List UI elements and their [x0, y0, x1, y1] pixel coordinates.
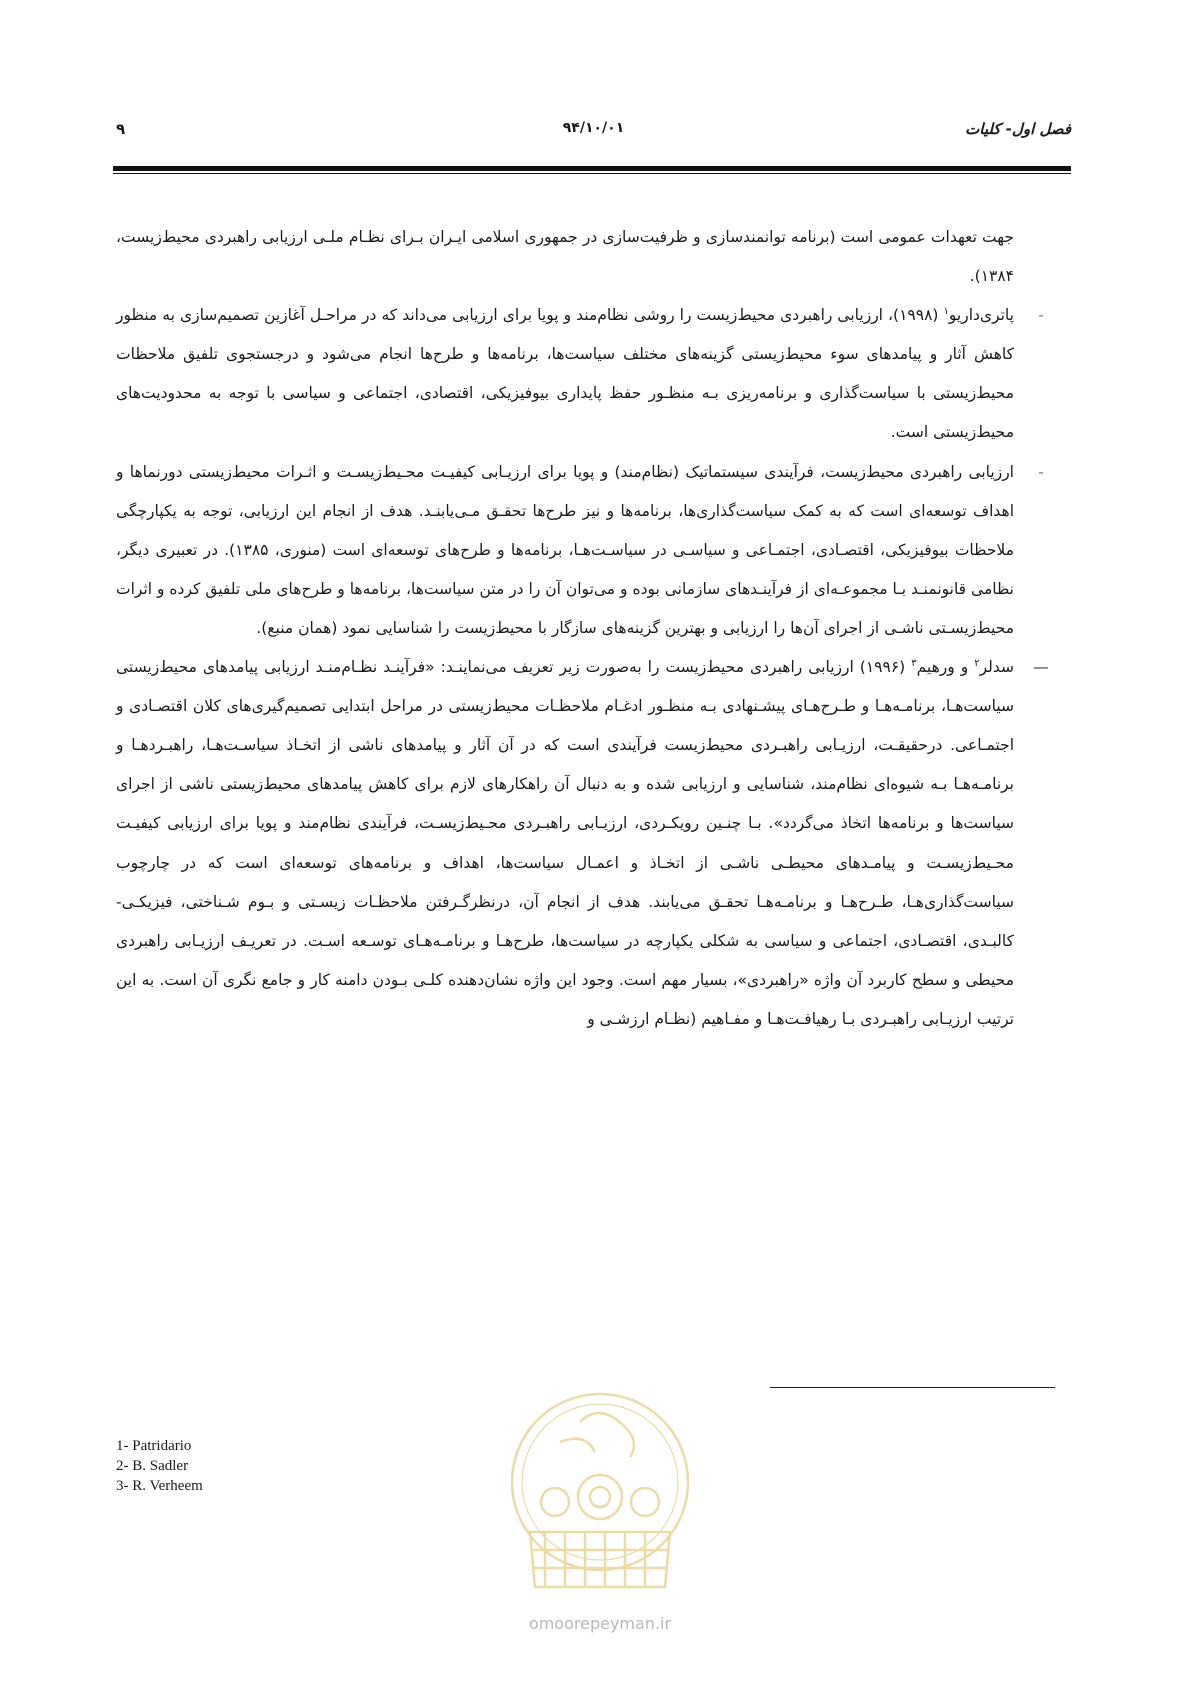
chapter-title: فصل اول- کلیات	[965, 120, 1071, 138]
list-item	[116, 296, 1056, 452]
footnote-ref: ۱	[943, 306, 949, 318]
intro-paragraph: جهت تعهدات عمومی است (برنامه توانمندسازی و ظرفیت‌سازی در جمهوری اسلامی ایـران بـرای نظـام ملـی ارزیابی راهبردی محیط‌زیست، ۱۳۸۴).	[116, 228, 1014, 286]
page-number: ۹	[116, 120, 126, 138]
watermark-logo	[500, 1382, 700, 1633]
header-date: ۹۴/۱۰/۰۱	[562, 120, 625, 136]
bullet-dash: -	[1038, 462, 1044, 481]
item-lead: پاتری‌داریو	[948, 306, 1014, 325]
footnote-3: 3- R. Verheem	[116, 1478, 203, 1494]
bullet-dash: —	[1033, 658, 1049, 677]
watermark-seal-icon	[500, 1382, 700, 1612]
item-text: (۱۹۹۶) ارزیابی راهبردی محیط‌زیست را به‌صورت زیر تعریف می‌نماینـد: «فرآینـد نظـام‌منـد ارزیابی پیامدهای محیط‌زیستی سیاست‌هـا، برنامـه‌هـا و طـرح‌هـای پیشـنهادی بـه منظـور ادغـام ملاحظـات محیط‌زیستی در مراحل ابتدایی تصمیم‌گیری‌های کلان اقتصـادی و اجتمـاعی. درحقیقـت، ارزیـابی راهبـردی محیط‌زیست فرآیندی است که در آن آثار و پیامدهای ناشی از اتخـاذ سیاسـت‌هـا، راهبـردهـا و برنامـه‌هـا بـه شیوه‌ای نظام‌مند، شناسایی و ارزیابی شده و به دنبال آن راهکارهای لازم برای کاهش پیامدهای محیط‌زیستی ناشی از اجرای سیاست‌ها و برنامه‌ها اتخاذ می‌گردد». بـا چنـین رویکـردی، ارزیـابی راهبـردی محـیط‌زیسـت، فرآیندی نظام‌مند و پویا برای ارزیابی کیفیـت محـیط‌زیسـت و پیامـدهای محیطـی ناشـی از اتخـاذ و اعمـال سیاست‌ها، اهداف و برنامه‌های توسعه‌ای است که در چارچوب سیاست‌گذاری‌هـا، طـرح‌هـا و برنامـه‌هـا تحقـق می‌یابند. هدف از انجام آن، درنظرگـرفتن ملاحظـات زیسـتی و بـوم شـناختی، فیزیکـی-کالبـدی، اقتصـادی، اجتماعی و سیاسی به شکلی یکپارچه در سیاست‌ها، طرح‌هـا و برنامـه‌هـای توسـعه اسـت. در تعریـف ارزیـابی راهبردی محیطی و سطح کاربرد آن واژه «راهبردی»، بسیار مهم است. وجود این واژه نشان‌دهنده کلـی بـودن دامنه کار و جامع نگری آن است. به این ترتیب ارزیـابی راهبـردی بـا رهیافـت‌هـا و مفـاهیم (نظـام ارزشـی و	[116, 658, 1014, 1028]
footnote-ref: ۳	[911, 657, 917, 669]
bullet-dash: -	[1038, 306, 1044, 325]
list-item	[116, 453, 1056, 648]
item-mid: و ورهیم	[916, 658, 975, 677]
list-item	[116, 648, 1056, 1039]
footnote-1: 1- Patridario	[116, 1438, 192, 1454]
footnote-ref: ۲	[974, 657, 980, 669]
item-lead: سدلر	[979, 658, 1015, 677]
body-text	[116, 218, 1056, 1039]
footnote-rule	[770, 1387, 1055, 1388]
footnote-2: 2- B. Sadler	[116, 1458, 189, 1474]
footnotes	[116, 1436, 416, 1496]
page-header	[116, 120, 1071, 146]
item-text: ارزیابی راهبردی محیط‌زیست، فرآیندی سیستماتیک (نظام‌مند) و پویا برای ارزیـابی کیفیـت محـیط‌زیسـت و اثـرات محیط‌زیستی دورنماها و اهداف توسعه‌ای است که به کمک سیاست‌گذاری‌ها، برنامه‌ها و نیز طرح‌ها تحقـق مـی‌یابنـد. هدف از انجام این ارزیابی، توجه به یکپارچگی ملاحظات بیوفیزیکی، اقتصـادی، اجتمـاعی و سیاسـی در سیاسـت‌هـا، برنامه‌ها و طرح‌های توسعه‌ای است (منوری، ۱۳۸۵). در تعبیری دیگر، نظامی قانونمنـد بـا مجموعـه‌ای از فرآینـدهای سازمانی بوده و می‌توان آن را در متن سیاست‌ها، برنامه‌ها و طرح‌های ملی تلفیق کرده و اثرات محیط‌زیسـتی ناشـی از اجرای آن‌ها را ارزیابی و بهترین گزینه‌های سازگار با محیط‌زیست را شناسایی نمود (همان منبع).	[116, 462, 1014, 637]
watermark-url: omoorepeyman.ir	[528, 1614, 672, 1633]
header-rule-thin	[113, 173, 1071, 174]
header-rule-thick	[113, 166, 1071, 171]
item-text: (۱۹۹۸)، ارزیابی راهبردی محیط‌زیست را روشی نظام‌مند و پویا برای ارزیابی می‌داند که در مراحـل آغازین تصمیم‌سازی به منظور کاهش آثار و پیامدهای سوء محیط‌زیستی گزینه‌های مختلف سیاست‌ها، برنامه‌ها و طرح‌ها انجام می‌شود و درجستجوی تلفیق ملاحظات محیط‌زیستی با سیاست‌گذاری و برنامه‌ریزی بـه منظـور حفظ پایداری بیوفیزیکی، اقتصادی، اجتماعی و سیاسی با توجه به محدودیت‌های محیط‌زیستی است.	[116, 306, 1014, 442]
